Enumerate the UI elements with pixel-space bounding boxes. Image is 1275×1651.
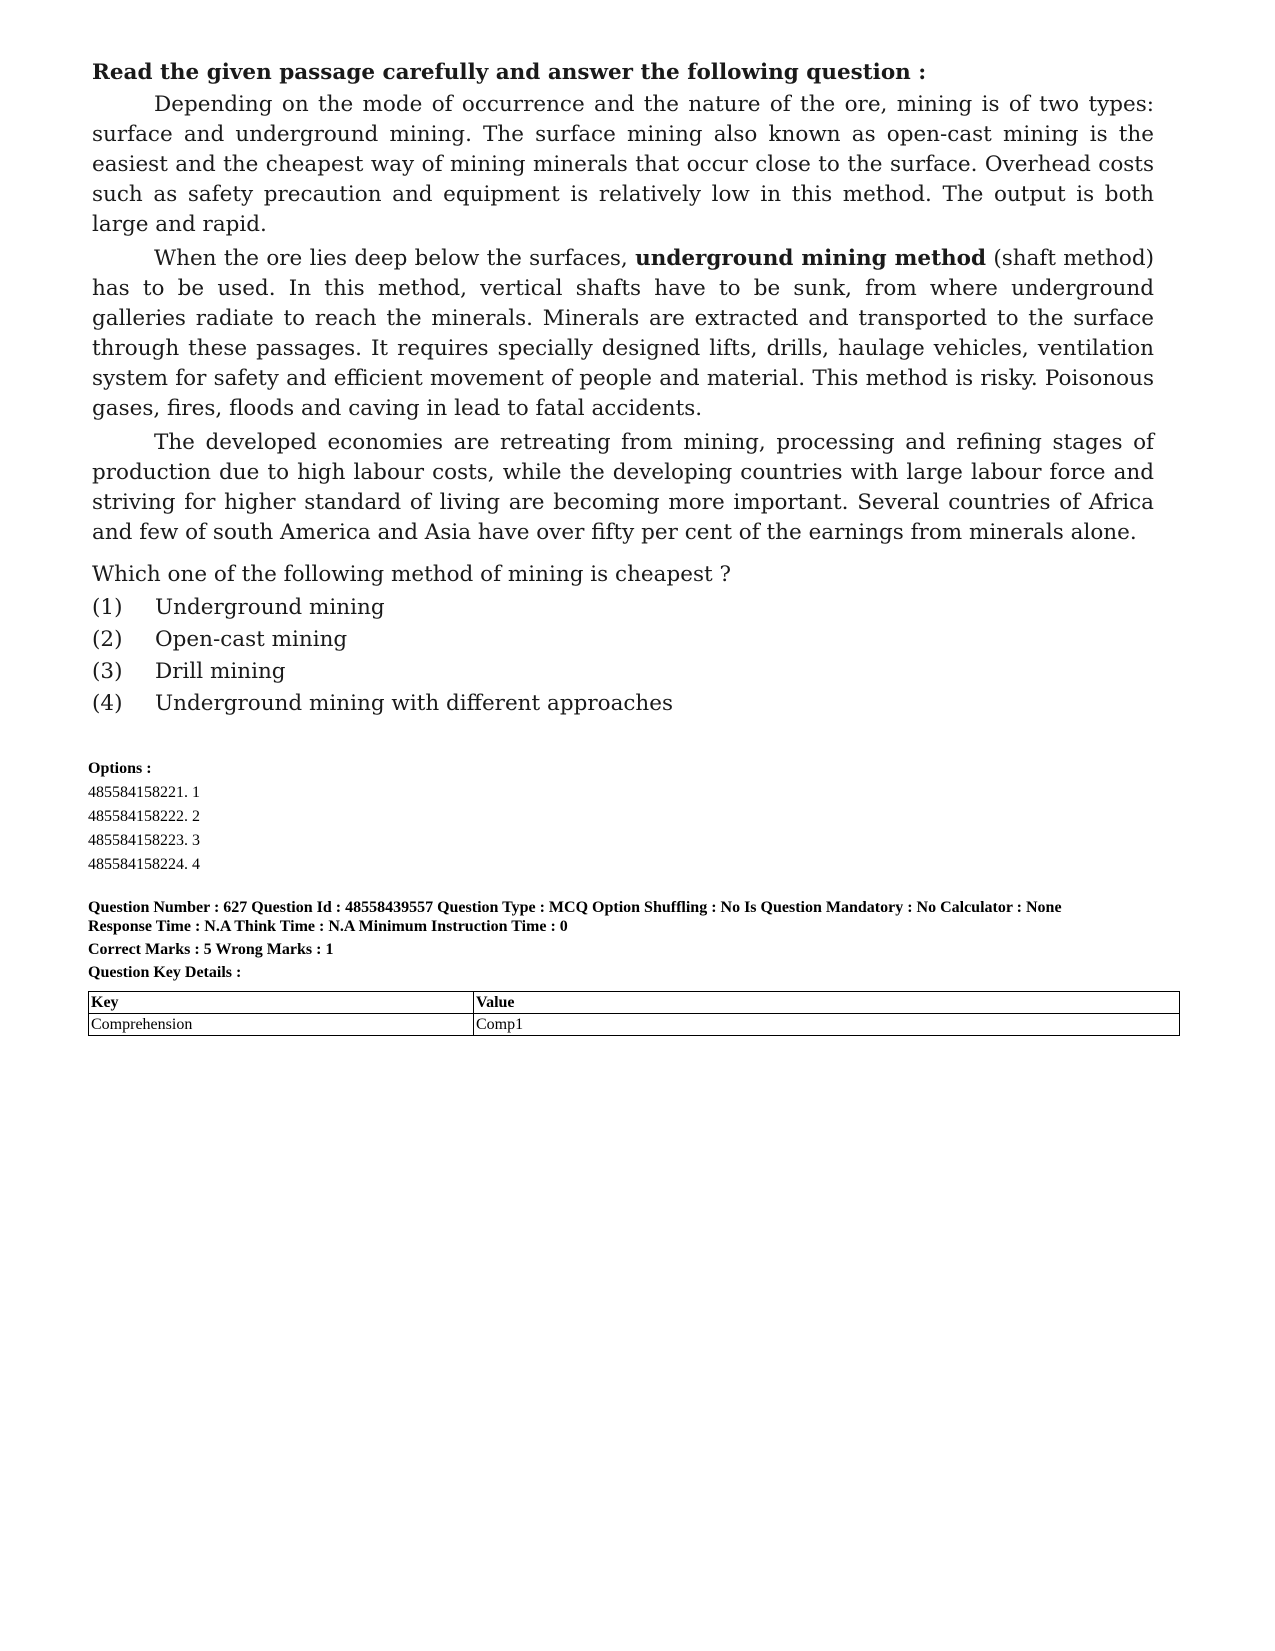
passage-paragraph-1: Depending on the mode of occurrence and the nature of the ore, mining is of two types: surface and underground mining. The surface mining also known as open-cast mining is the easiest and the cheapest way of mining minerals that occur close to the surface. Overhead costs such as safety precaution and equipment is relatively low in this method. The output is both large and rapid. bbox=[92, 92, 1154, 237]
choice-text: Underground mining with different approaches bbox=[155, 691, 674, 716]
choice-number: (3) bbox=[92, 659, 123, 684]
choice-item bbox=[92, 656, 1154, 688]
choice-number: (1) bbox=[92, 595, 123, 620]
para2-bold: underground mining method bbox=[635, 246, 987, 271]
options-label: Options : bbox=[88, 760, 152, 777]
para2-end: (shaft method) has to be used. In this method, vertical shafts have to be sunk, from where underground galleries radiate to reach the minerals. Minerals are extracted and transported to the surface through these passages. It requires specially designed lifts, drills, haulage vehicles, ventilation system for safety and efficient movement of people and material. This method is risky. Poisonous gases, fires, floods and caving in lead to fatal accidents. bbox=[92, 246, 1154, 421]
option-item: 485584158222. 2 bbox=[88, 808, 200, 825]
question-text: Which one of the following method of mining is cheapest ? bbox=[92, 562, 731, 587]
timing-meta-line: Response Time : N.A Think Time : N.A Minimum Instruction Time : 0 bbox=[88, 918, 568, 935]
option-item: 485584158221. 1 bbox=[88, 784, 200, 801]
choice-number: (2) bbox=[92, 627, 123, 652]
key-details-table bbox=[88, 991, 1180, 1036]
choice-text: Underground mining bbox=[155, 595, 385, 620]
choice-list bbox=[92, 592, 1154, 720]
table-row bbox=[89, 1014, 1180, 1036]
option-item: 485584158224. 4 bbox=[88, 856, 200, 873]
choice-item bbox=[92, 592, 1154, 624]
choice-number: (4) bbox=[92, 691, 123, 716]
table-header-key: Key bbox=[89, 992, 474, 1014]
marks-line: Correct Marks : 5 Wrong Marks : 1 bbox=[88, 941, 334, 958]
passage-paragraph-3: The developed economies are retreating from mining, processing and refining stages of production due to high labour costs, while the developing countries with large labour force and striving for higher standard of living are becoming more important. Several countries of Africa and few of south America and Asia have over fifty per cent of the earnings from minerals alone. bbox=[92, 430, 1154, 545]
table-cell-value: Comp1 bbox=[474, 1014, 1180, 1036]
table-cell-key: Comprehension bbox=[89, 1014, 474, 1036]
choice-item bbox=[92, 624, 1154, 656]
question-meta-line: Question Number : 627 Question Id : 48558439557 Question Type : MCQ Option Shuffling : No Is Question Mandatory : No Calculator : None bbox=[88, 899, 1062, 916]
passage-paragraph-2 bbox=[92, 244, 1154, 424]
choice-item bbox=[92, 688, 1154, 720]
table-header-value: Value bbox=[474, 992, 1180, 1014]
passage-image bbox=[92, 58, 1154, 748]
choice-text: Drill mining bbox=[155, 659, 286, 684]
options-block bbox=[88, 757, 1188, 877]
passage-heading: Read the given passage carefully and answer the following question : bbox=[92, 60, 927, 85]
question-details bbox=[88, 898, 1188, 982]
table-header-row bbox=[89, 992, 1180, 1014]
choice-text: Open-cast mining bbox=[155, 627, 348, 652]
para2-start: When the ore lies deep below the surfaces, bbox=[154, 246, 636, 271]
option-item: 485584158223. 3 bbox=[88, 832, 200, 849]
key-details-label: Question Key Details : bbox=[88, 964, 242, 981]
